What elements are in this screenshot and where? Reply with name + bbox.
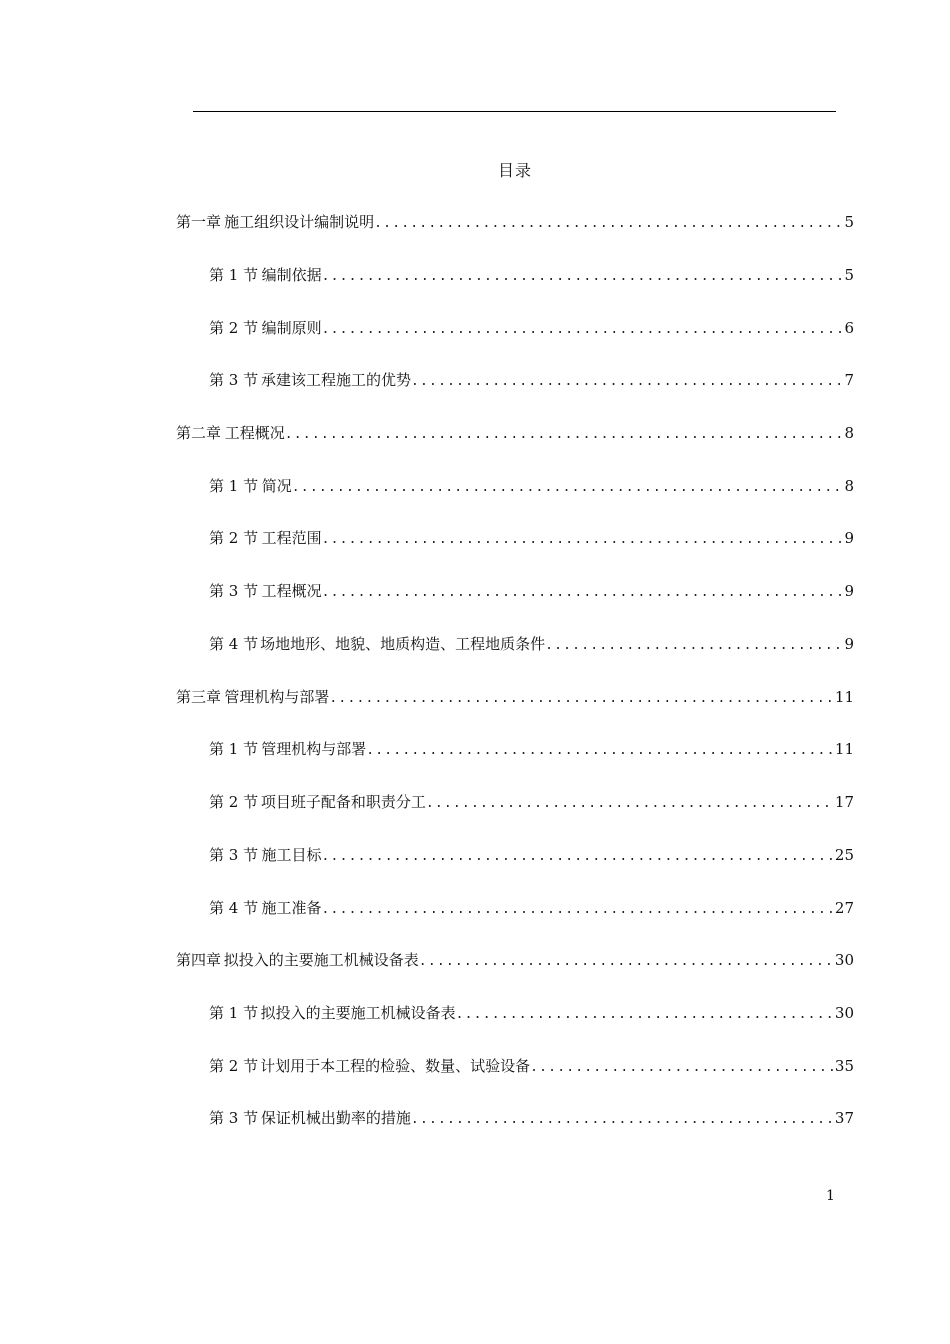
entry-number: 第 2 节 [209,1057,259,1075]
toc-entry[interactable] [209,844,854,868]
entry-number: 第 3 节 [209,371,259,389]
entry-title: 管理机构与部署 [261,740,367,758]
entry-number: 第 3 节 [209,846,259,864]
entry-page: 7 [844,371,854,389]
entry-number: 第 2 节 [209,529,259,547]
toc-entry[interactable] [176,211,854,235]
entry-title: 拟投入的主要施工机械设备表 [260,1004,456,1022]
entry-page: 35 [834,1057,854,1075]
dot-leader [322,532,843,547]
toc-entry[interactable] [176,949,854,973]
entry-page: 11 [834,740,854,758]
entry-title: 施工准备 [261,899,322,917]
toc-entry[interactable] [209,527,854,551]
dot-leader [366,743,833,758]
entry-page: 11 [834,688,854,706]
entry-number: 第 4 节 [209,635,259,653]
entry-page: 30 [834,951,854,969]
dot-leader [411,374,842,389]
toc-entry[interactable] [176,422,854,446]
entry-number: 第 1 节 [209,266,259,284]
entry-page: 9 [844,582,854,600]
entry-title: 拟投入的主要施工机械设备表 [223,951,419,969]
page-number: 1 [826,1188,835,1204]
dot-leader [292,480,843,495]
entry-title: 工程概况 [224,424,285,442]
toc-entry[interactable] [209,1055,854,1079]
toc-entry[interactable] [209,633,854,657]
toc-entry[interactable] [209,738,854,762]
entry-number: 第 2 节 [209,319,259,337]
entry-number: 第 1 节 [209,740,259,758]
toc-entry[interactable] [209,1002,854,1026]
entry-title: 承建该工程施工的优势 [260,371,411,389]
entry-number: 第三章 [176,688,222,706]
entry-title: 简况 [261,477,292,495]
entry-number: 第 4 节 [209,899,259,917]
entry-page: 9 [844,635,854,653]
entry-title: 项目班子配备和职责分工 [260,793,426,811]
entry-title: 管理机构与部署 [224,688,330,706]
entry-title: 施工目标 [261,846,322,864]
dot-leader [456,1007,833,1022]
toc-title: 目录 [497,161,532,180]
entry-page: 8 [844,424,854,442]
entry-title: 场地地形、地貌、地质构造、工程地质条件 [260,635,546,653]
dot-leader [411,1112,833,1127]
entry-number: 第 2 节 [209,793,259,811]
dot-leader [322,322,843,337]
toc-entry[interactable] [209,791,854,815]
dot-leader [322,902,833,917]
entry-number: 第 1 节 [209,1004,259,1022]
toc-entry[interactable] [209,1107,854,1131]
entry-number: 第 3 节 [209,582,259,600]
dot-leader [322,269,843,284]
entry-page: 5 [844,213,854,231]
entry-page: 25 [834,846,854,864]
entry-number: 第四章 [176,951,222,969]
entry-page: 17 [834,793,854,811]
dot-leader [426,796,833,811]
toc-entry[interactable] [176,686,854,710]
entry-title: 计划用于本工程的检验、数量、试验设备 [260,1057,531,1075]
dot-leader [322,849,833,864]
entry-page: 27 [834,899,854,917]
header-rule [193,111,836,112]
entry-title: 保证机械出勤率的措施 [260,1109,411,1127]
entry-page: 37 [834,1109,854,1127]
dot-leader [545,638,842,653]
toc-entry[interactable] [209,580,854,604]
dot-leader [374,216,842,231]
entry-page: 30 [834,1004,854,1022]
entry-title: 工程概况 [261,582,322,600]
entry-title: 编制依据 [261,266,322,284]
toc-entry[interactable] [209,475,854,499]
dot-leader [285,427,843,442]
entry-page: 8 [844,477,854,495]
toc-entry[interactable] [209,369,854,393]
dot-leader [419,954,833,969]
entry-title: 编制原则 [261,319,322,337]
entry-number: 第 3 节 [209,1109,259,1127]
entry-title: 施工组织设计编制说明 [224,213,375,231]
toc-entry[interactable] [209,897,854,921]
entry-page: 5 [844,266,854,284]
entry-number: 第一章 [176,213,222,231]
entry-page: 9 [844,529,854,547]
dot-leader [329,691,833,706]
entry-page: 6 [844,319,854,337]
entry-title: 工程范围 [261,529,322,547]
entry-number: 第二章 [176,424,222,442]
dot-leader [530,1060,833,1075]
dot-leader [322,585,843,600]
toc-entry[interactable] [209,317,854,341]
toc-entry[interactable] [209,264,854,288]
entry-number: 第 1 节 [209,477,259,495]
